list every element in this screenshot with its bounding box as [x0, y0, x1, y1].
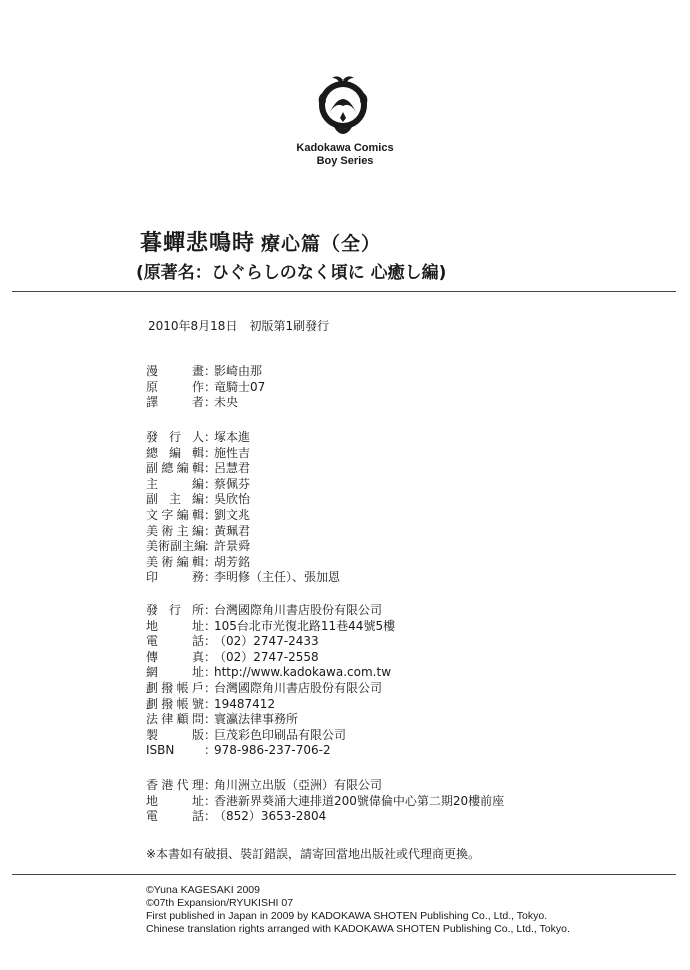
publisher-row: 發行所 ： 台灣國際角川書店股份有限公司	[146, 603, 383, 617]
original-title: (原著名：ひぐらしのなく頃に 心癒し編)	[136, 263, 447, 283]
publisher-row: 傳真 ： （02）2747-2558	[146, 649, 319, 664]
staff-label: 印務	[146, 570, 204, 585]
hongkong-label: 地址	[146, 793, 204, 808]
publisher-value: （02）2747-2433	[214, 634, 319, 649]
publisher-label: 法律顧問	[146, 712, 204, 727]
publisher-label: 劃撥帳號	[146, 696, 204, 711]
brand-line-1: Kadokawa Comics	[296, 142, 394, 154]
copyright-line: ©07th Expansion/RYUKISHI 07	[146, 897, 294, 909]
title-volume: 療心篇（全）	[261, 233, 382, 255]
staff-row: 副主編 ： 吳欣怡	[146, 492, 251, 507]
publisher-row: 製版 ： 巨茂彩色印刷品有限公司	[146, 727, 347, 742]
hongkong-block	[146, 778, 504, 825]
publisher-label: 傳真	[146, 649, 204, 664]
copyright-block	[146, 884, 570, 936]
publisher-label: 劃撥帳戶	[146, 680, 204, 695]
phoenix-logo-icon	[310, 72, 376, 142]
publisher-value: 19487412	[214, 696, 276, 711]
staff-value: 施性吉	[214, 445, 251, 460]
staff-label: 美術主編	[146, 523, 204, 538]
staff-row: 發行人 ： 塚本進	[146, 430, 251, 444]
copyright-line: ©Yuna KAGESAKI 2009	[146, 884, 260, 896]
publisher-row: 劃撥帳戶 ： 台灣國際角川書店股份有限公司	[146, 680, 383, 695]
staff-block	[146, 430, 340, 586]
staff-row: 美術編輯 ： 胡芳銘	[146, 554, 251, 569]
staff-label: 總編輯	[146, 445, 204, 460]
hongkong-value: 香港新界葵涌大連排道200號偉倫中心第二期20樓前座	[214, 793, 505, 808]
divider	[12, 291, 676, 292]
staff-label: 文字編輯	[146, 507, 204, 522]
title-main: 暮蟬悲鳴時	[140, 231, 256, 256]
publisher-value: 台灣國際角川書店股份有限公司	[214, 603, 383, 617]
damage-notice: ※本書如有破損、裝訂錯誤，請寄回當地出版社或代理商更換。	[146, 847, 481, 861]
publisher-label: 網址	[146, 665, 204, 680]
staff-row: 副總編輯 ： 呂慧君	[146, 461, 251, 476]
staff-value: 蔡佩芬	[214, 476, 251, 491]
publisher-row: 地址 ： 105台北市光復北路11巷44號5樓	[146, 618, 396, 633]
hongkong-value: 角川洲立出版（亞洲）有限公司	[214, 778, 383, 792]
book-title	[140, 226, 381, 257]
staff-label: 美術副主編	[146, 539, 207, 554]
staff-row: 總編輯 ： 施性吉	[146, 445, 251, 460]
staff-row: 文字編輯 ： 劉文兆	[146, 507, 251, 522]
staff-label: 主編	[146, 476, 204, 491]
staff-label: 美術編輯	[146, 554, 204, 569]
staff-value: 吳欣怡	[214, 492, 251, 507]
staff-row: 印務 ： 李明修（主任）、張加恩	[146, 570, 341, 585]
publisher-row: 法律顧問 ： 寰瀛法律事務所	[146, 712, 299, 727]
copyright-line: First published in Japan in 2009 by KADOKAWA SHOTEN Publishing Co., Ltd., Tokyo.	[146, 910, 548, 922]
publisher-value: 寰瀛法律事務所	[214, 712, 299, 727]
staff-value: 李明修（主任）、張加恩	[214, 570, 341, 585]
staff-row: 美術主編 ： 黃珮君	[146, 523, 251, 538]
staff-row: 美術副主編 ： 許景舜	[146, 539, 251, 554]
staff-value: 劉文兆	[214, 507, 251, 522]
hongkong-value: （852）3653-2804	[214, 809, 327, 824]
publisher-row: 劃撥帳號 ： 19487412	[146, 696, 276, 711]
credit-label: 漫畫	[146, 364, 204, 378]
staff-value: 黃珮君	[214, 523, 251, 538]
credit-value: 影崎由那	[214, 364, 263, 378]
hongkong-row: 電話 ： （852）3653-2804	[146, 809, 327, 824]
edition-date: 2010年8月18日 初版第1刷發行	[148, 319, 330, 333]
brand-line-2: Boy Series	[316, 155, 374, 167]
publisher-value: 台灣國際角川書店股份有限公司	[214, 680, 383, 695]
isbn-label: ISBN	[146, 743, 175, 758]
staff-label: 副總編輯	[146, 461, 204, 476]
staff-label: 發行人	[146, 430, 204, 444]
staff-value: 許景舜	[214, 539, 251, 554]
credits-block	[146, 364, 265, 411]
staff-value: 塚本進	[214, 430, 251, 444]
publisher-row: 網址 ： http://www.kadokawa.com.tw	[146, 665, 392, 680]
publisher-label: 製版	[146, 727, 204, 742]
copyright-line: Chinese translation rights arranged with KADOKAWA SHOTEN Publishing Co., Ltd., Tokyo.	[146, 923, 570, 935]
publisher-value: 巨茂彩色印刷品有限公司	[214, 727, 347, 742]
publisher-row: ISBN ： 978-986-237-706-2	[146, 743, 331, 758]
credit-label: 原作	[146, 379, 204, 394]
credit-value: 竜騎士07	[214, 379, 266, 394]
hongkong-label: 電話	[146, 809, 204, 824]
credit-row: 漫畫 ： 影崎由那	[146, 364, 263, 378]
publisher-value: （02）2747-2558	[214, 649, 319, 664]
hongkong-row: 地址 ： 香港新界葵涌大連排道200號偉倫中心第二期20樓前座	[146, 793, 505, 808]
staff-value: 呂慧君	[214, 461, 251, 476]
divider	[12, 874, 676, 875]
publisher-label: 電話	[146, 634, 204, 649]
publisher-website: http://www.kadokawa.com.tw	[214, 665, 392, 680]
credit-label: 譯者	[146, 395, 204, 410]
publisher-row: 電話 ： （02）2747-2433	[146, 634, 319, 649]
staff-value: 胡芳銘	[214, 554, 251, 569]
hongkong-label: 香港代理	[146, 778, 204, 792]
staff-row: 主編 ： 蔡佩芬	[146, 476, 251, 491]
isbn-value: 978-986-237-706-2	[214, 743, 331, 758]
publisher-label: 地址	[146, 618, 204, 633]
credit-row: 譯者 ： 未央	[146, 395, 239, 410]
credit-row: 原作 ： 竜騎士07	[146, 379, 266, 394]
staff-label: 副主編	[146, 492, 204, 507]
publisher-block	[146, 603, 395, 759]
brand-label	[250, 142, 440, 168]
publisher-value: 105台北市光復北路11巷44號5樓	[214, 618, 396, 633]
hongkong-row: 香港代理 ： 角川洲立出版（亞洲）有限公司	[146, 778, 383, 792]
publisher-label: 發行所	[146, 603, 204, 617]
credit-value: 未央	[214, 395, 239, 410]
